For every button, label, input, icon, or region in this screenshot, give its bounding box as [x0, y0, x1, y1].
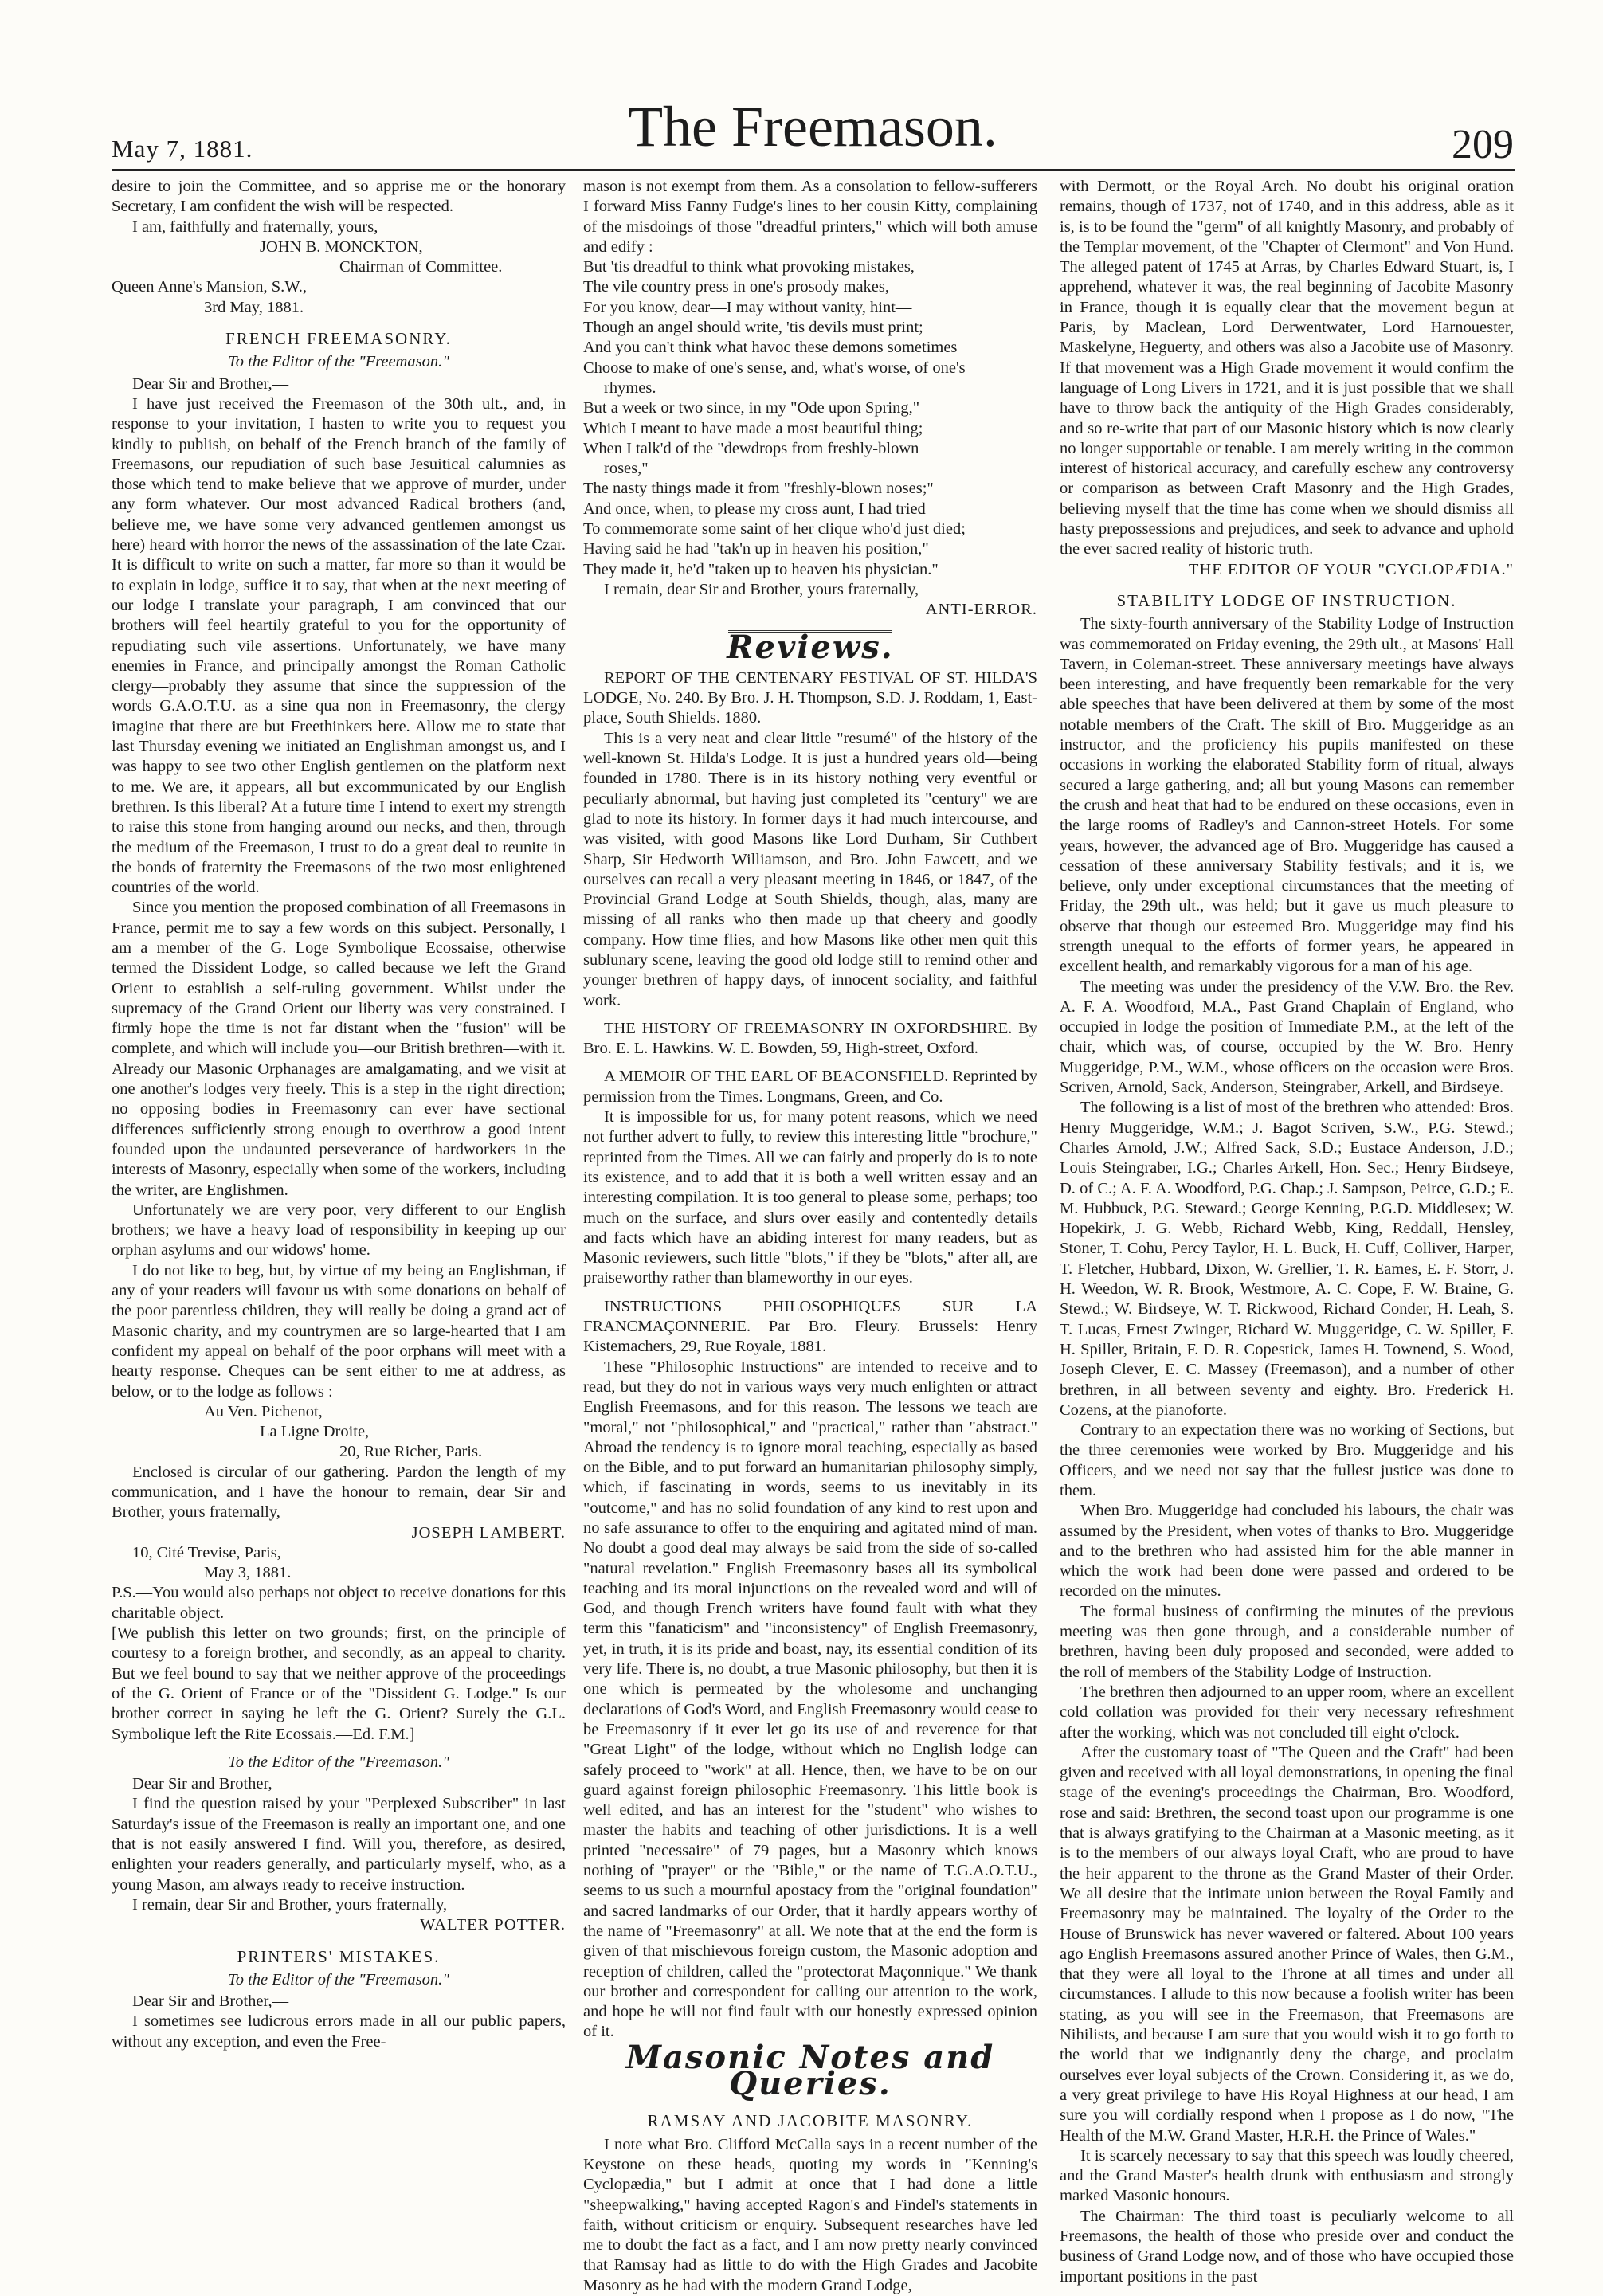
signature: JOSEPH LAMBERT.: [411, 1523, 566, 1542]
paragraph: When Bro. Muggeridge had concluded his labours, the chair was assumed by the President, when votes of thanks to Bro. Muggeridge and to the brethren who had assisted him for the able manner in which the work had been done were passed and ordered to be recorded on the minutes.: [1060, 1502, 1514, 1601]
signature: WALTER POTTER.: [420, 1916, 566, 1934]
editor-line: To the Editor of the "Freemason.": [228, 353, 449, 371]
editor-line: To the Editor of the "Freemason.": [228, 1753, 449, 1771]
verse-line: And you can't think what havoc these demons sometimes: [583, 339, 958, 357]
paragraph: desire to join the Committee, and so apprise me or the honorary Secretary, I am confident the wish will be respected.: [112, 178, 566, 216]
masthead: [112, 94, 1514, 170]
paragraph: The Chairman: The third toast is peculiarly welcome to all Freemasons, the health of those who preside over and conduct the business of Grand Lodge now, and of those who have occupied those important positions in the past—: [1060, 2207, 1514, 2286]
paragraph: The meeting was under the presidency of the V.W. Bro. the Rev. A. F. A. Woodford, M.A., Past Grand Chaplain of England, who occupied in lodge the position of Immediate P.M., at the left of the chair, which was, of course, occupied by the W. Bro. Henry Muggeridge, P.M., W.M., whose officers on the occasion were Bros. Scriven, Arnold, Sack, Anderson, Steingraber, Arkell, and Birdseye.: [1060, 978, 1514, 1097]
verse-line: For you know, dear—I may without vanity, hint—: [583, 298, 912, 316]
review-title: REPORT OF THE CENTENARY FESTIVAL OF ST. HILDA'S LODGE, No. 240. By Bro. J. H. Thompson, S.D. J. Roddam, 1, East-place, South Shields. 1880.: [583, 668, 1037, 727]
paragraph: mason is not exempt from them. As a consolation to fellow-sufferers I forward Miss Fanny Fudge's lines to her cousin Kitty, complaining of the misdoings of those "dreadful printers," which will both amuse and edify :: [583, 178, 1037, 256]
verse-line: Though an angel should write, 'tis devils must print;: [583, 319, 923, 337]
paragraph: I find the question raised by your "Perplexed Subscriber" in last Saturday's issue of the Freemason is really an important one, and one that is not easily answered I find. Will you, therefore, as desired, enlighten your readers generally, and particularly myself, who, as a young Mason, am always ready to receive instruction.: [112, 1795, 566, 1894]
paragraph: It is scarcely necessary to say that this speech was loudly cheered, and the Grand Master's health drunk with enthusiasm and strongly marked Masonic honours.: [1060, 2146, 1514, 2205]
section-heading: STABILITY LODGE OF INSTRUCTION.: [1116, 590, 1457, 610]
page-number: 209: [1452, 122, 1514, 167]
section-heading-blackletter: [583, 2038, 1037, 2103]
address: 10, Cité Trevise, Paris,: [132, 1543, 281, 1561]
newspaper-title: The Freemason.: [628, 95, 997, 159]
verse-line: rhymes.: [604, 378, 656, 397]
verse-line: Which I meant to have made a most beautiful thing;: [583, 419, 923, 437]
verse-line: The vile country press in one's prosody makes,: [583, 278, 890, 296]
verse-line: When I talk'd of the "dewdrops from freshly-blown: [583, 439, 919, 457]
postscript: P.S.—You would also perhaps not object to receive donations for this charitable object.: [112, 1584, 566, 1622]
verse-line: The nasty things made it from "freshly-blown noses;": [583, 480, 934, 498]
date-line: 3rd May, 1881.: [204, 298, 304, 316]
signature: THE EDITOR OF YOUR "CYCLOPÆDIA.": [1188, 560, 1514, 578]
verse-line: And once, when, to please my cross aunt, I had tried: [583, 500, 926, 518]
paragraph: The formal business of confirming the minutes of the previous meeting was then gone through, and a considerable number of brethren, having been duly proposed and seconded, were added to the roll of members of the Stability Lodge of Instruction.: [1060, 1602, 1514, 1681]
verse-line: But 'tis dreadful to think what provoking mistakes,: [583, 258, 915, 276]
column-2: [583, 177, 1037, 2294]
section-heading: PRINTERS' MISTAKES.: [237, 1946, 441, 1966]
date-line: May 3, 1881.: [204, 1564, 292, 1582]
address: Queen Anne's Mansion, S.W.,: [112, 278, 307, 296]
column-1: [112, 177, 566, 2248]
verse-line: Having said he had "tak'n up in heaven his position,": [583, 540, 929, 558]
section-heading: FRENCH FREEMASONRY.: [225, 329, 452, 349]
paragraph: After the customary toast of "The Queen and the Craft" had been given and received with all loyal demonstrations, in opening the final stage of the evening's proceedings the Chairman, Bro. Woodford, rose and said: Brethren, the second toast upon our programme is one that is always gratifying to the Chairman at a Masonic meeting, as it is to the members of our always loyal Craft, who are proud to have the heir apparent to the throne as the Grand Master of their Order. We all desire that the intimate union between the Royal Family and Freemasonry may be maintained. The loyalty of the Order to the House of Brunswick has never wavered or faltered. About 100 years ago English Freemasons assured another Prince of Wales, then G.M., that they were all loyal to the Throne at all times and under all circumstances. I allude to this now because a foolish writer has been stating, as you will see in the Freemason, that Freemasons are Nihilists, and because I am sure that you would wish it to go forth to the world that we indignantly deny the charge, and proclaim ourselves ever loyal subjects of the Crown. Considering it, as we do, a very great privilege to have His Royal Highness at our head, I am sure you will cordially respond when I propose as I do now, "The Health of the M.W. Grand Master, H.R.H. the Prince of Wales.": [1060, 1743, 1514, 2145]
address: La Ligne Droite,: [260, 1423, 370, 1441]
editor-note: [We publish this letter on two grounds; first, on the principle of courtesy to a foreign brother, and secondly, as an appeal to charity. But we feel bound to say that we neither approve of the proceedings of the G. Orient of France or of the "Dissident G. Lodge." Is our brother correct in saying he left the G. Orient? Surely the G.L. Symbolique left the Rite Ecossais.—Ed. F.M.]: [112, 1624, 566, 1743]
paragraph: I do not like to beg, but, by virtue of my being an Englishman, if any of your readers will favour us with some donations on behalf of the poor parentless children, they will really be doing a grand act of Masonic charity, and my countrymen are so large-hearted that I am confident my appeal on behalf of the poor orphans will meet with a hearty response. Cheques can be sent either to me at address, as below, or to the lodge as follows :: [112, 1261, 566, 1401]
review-title: INSTRUCTIONS PHILOSOPHIQUES SUR LA FRANCMAÇONNERIE. Par Bro. Fleury. Brussels: Henry Kistemachers, 29, Rue Royale, 1881.: [583, 1297, 1037, 1356]
paragraph: I have just received the Freemason of the 30th ult., and, in response to your invitation, I hasten to write you to request you kindly to publish, on behalf of the French branch of the family of Freemasons, our repudiation of such base Jesuitical calumnies as those which tend to make believe that we approve of murder, under any form whatever. Our most advanced Radical brothers (and, believe me, we have some very advanced gentlemen amongst us here) heard with horror the news of the assassination of the late Czar. It is difficult to write on such a matter, far more so than it would be to explain in lodge, suffice it to say, that when at the next meeting of our lodge I translate your paragraph, I am convinced that our brothers will feel heartily grateful to you for the opportunity of repudiating such vile assertions. Unfortunately, we have many enemies in France, and principally amongst the Roman Catholic clergy—probably they assume that since the suppression of the words G.A.O.T.U. as a sine qua non in Freemasonry, the clergy imagine that there are but Freethinkers here. Allow me to state that last Thursday evening we initiated an Englishman amongst us, and I was happy to see two other English gentlemen on the platform next to me. We are, it appears, all but excommunicated by our English brethren. Is this liberal? At a future time I intend to exert my strength to raise this stone from hanging around our necks, and then, through the medium of the Freemason, I trust to do a great deal to reunite in the bonds of fraternity the Freemasons of the two most enlightened countries of the world.: [112, 394, 566, 897]
signature-title: Chairman of Committee.: [339, 258, 503, 276]
review-title: THE HISTORY OF FREEMASONRY IN OXFORDSHIRE. By Bro. E. L. Hawkins. W. E. Bowden, 59, High-street, Oxford.: [583, 1019, 1037, 1058]
paragraph: Since you mention the proposed combination of all Freemasons in France, permit me to say a few words on this subject. Personally, I am a member of the G. Loge Symbolique Ecossaise, otherwise termed the Dissident Lodge, so called because we left the Grand Orient to establish a self-ruling government. Whilst under the supremacy of the Grand Orient our liberty was very constrained. I firmly hope the time is not far distant when the "fusion" will be complete, and which will include you—our British brethren—with it. Already our Masonic Orphanages are amalgamating, and we visit at one another's lodges very freely. This is a step in the right direction; no opposing bodies in Freemasonry can ever have sectional differences sufficiently strong enough to overthrow a good intent founded upon the undaunted perseverance of hardworkers in the interests of Masonry, especially when some of the workers, including the writer, are Englishmen.: [112, 899, 566, 1199]
verse-line: They made it, he'd "taken up to heaven his physician.": [583, 560, 939, 578]
paragraph: This is a very neat and clear little "resumé" of the history of the well-known St. Hilda's Lodge. It is just a hundred years old—being founded in 1780. There is in its history nothing very eventful or peculiarly abnormal, but having just completed its "century" we are glad to note its history. In former days it had much intercourse, and was visited, with good Masons like Lord Durham, Sir Cuthbert Sharp, Sir Hedworth Williamson, and Bro. John Fawcett, and we ourselves can recall a very pleasant meeting in 1846, or 1847, of the Provincial Grand Lodge at South Shields, though, alas, many are missing of all ranks who then made up that cheery and goodly company. How time flies, and how Masons like other men quit this sublunary scene, leaving the good old lodge still to remind other and younger brethren of happy days, of innocent sociality, and faithful work.: [583, 729, 1037, 1009]
paragraph: Unfortunately we are very poor, very different to our English brothers; we have a heavy load of responsibility in keeping up our orphan asylums and our widows' home.: [112, 1201, 566, 1260]
paragraph: I note what Bro. Clifford McCalla says in a recent number of the Keystone on these heads, quoting my words in "Kenning's Cyclopædia," but I admit at once that I had done a little "sheepwalking," having accepted Ragon's and Findel's statements in faith, without criticism or enquiry. Subsequent researches have led me to doubt the fact as a fact, and I am now pretty nearly convinced that Ramsay had as little to do with the High Grades and Jacobite Masonry as he had with the modern Grand Lodge,: [583, 2135, 1037, 2294]
salutation: Dear Sir and Brother,—: [132, 1992, 289, 2011]
issue-date: May 7, 1881.: [112, 135, 253, 163]
paragraph: It is impossible for us, for many potent reasons, which we need not further advert to fully, to review this interesting little "brochure," reprinted from the Times. All we can fairly and properly do is to note its existence, and to add that it is both a well written essay and an interesting compilation. It is too general to please some, perhaps; too much on the surface, and slurs over easily and contentedly details and facts which have an abiding interest for many readers, but as Masonic reviewers, such little "blots," if they be "blots," after all, are praiseworthy rather than blameworthy in our eyes.: [583, 1108, 1037, 1287]
signature: ANTI-ERROR.: [925, 601, 1037, 619]
paragraph: I remain, dear Sir and Brother, yours fraternally,: [132, 1895, 448, 1914]
section-heading-blackletter: [583, 628, 1037, 666]
notes-queries-heading: Masonic Notes and Queries.: [625, 2038, 995, 2103]
header-rule: [112, 169, 1515, 171]
paragraph: I remain, dear Sir and Brother, yours fraternally,: [604, 580, 919, 598]
column-3: [1060, 177, 1514, 2286]
verse-line: To commemorate some saint of her clique who'd just died;: [583, 520, 966, 539]
paragraph: Enclosed is circular of our gathering. Pardon the length of my communication, and I have the honour to remain, dear Sir and Brother, yours fraternally,: [112, 1463, 566, 1522]
paragraph: with Dermott, or the Royal Arch. No doubt his original oration remains, though of 1737, not of 1740, and in this address, able as it is, is to be found the "germ" of all knightly Masonry, and probably of the Templar movement, of the "Chapter of Clermont" and Von Hund. The alleged patent of 1745 at Arras, by Charles Edward Stuart, is, I apprehend, whatever it was, the real beginning of Jacobite Masonry in France, though it is equally clear that the movement begun at Paris, by Maclean, Lord Derwentwater, Lord Harnouester, Maskelyne, Heguerty, and others was also a Jacobite use of Masonry. If that movement was a High Grade movement it would confirm the language of Long Livers in 1721, and it is just possible that we shall have to throw back the antiquity of the High Grades considerably, and so re-write that part of our Masonic history which is now clearly no longer supportable or tenable. I am merely writing in the common interest of historical accuracy, and carefully eschew any controversy or comparison as between Craft Masonry and the High Grades, believing myself that the time has come when we should dismiss all hasty prepossessions and prejudices, and seek to advance and uphold the ever sacred reality of historic truth.: [1060, 178, 1514, 558]
review-title: A MEMOIR OF THE EARL OF BEACONSFIELD. Reprinted by permission from the Times. Longmans, Green, and Co.: [583, 1068, 1037, 1106]
editor-line: To the Editor of the "Freemason.": [228, 1970, 449, 1988]
address: 20, Rue Richer, Paris.: [339, 1443, 483, 1461]
paragraph: I am, faithfully and fraternally, yours,: [132, 217, 378, 236]
verse-line: roses,": [604, 460, 649, 478]
paragraph: Contrary to an expectation there was no working of Sections, but the three ceremonies were worked by Bro. Muggeridge and his Officers, and we need not say that the fullest justice was done to them.: [1060, 1421, 1514, 1499]
paragraph: The brethren then adjourned to an upper room, where an excellent cold collation was provided for their very necessary refreshment after the working, which was not concluded till eight o'clock.: [1060, 1683, 1514, 1742]
address: Au Ven. Pichenot,: [204, 1402, 323, 1420]
paragraph: These "Philosophic Instructions" are intended to receive and to read, but they do not in various ways very much enlighten or attract English Freemasons, and for this reason. The lessons we teach are "moral," not "philosophical," and "practical," rather than "abstract." Abroad the tendency is to ignore moral teaching, especially as based on the Bible, and to put forward an humanitarian philosophy simply, which, if fascinating in words, seems to us inevitably in its "outcome," and has no solid foundation of any kind to rest upon and no safe assurance to offer to the enquiring and agitated mind of man. No doubt a good deal may always be said from the side of so-called "natural revelation." English Freemasonry bases all its symbolical teaching and its moral injunctions on the revealed word and will of God, and though French writers have found fault with what they term this "fanaticism" and "inconsistency" of English Freemasonry, yet, in truth, it is its pride and boast, nay, its essential condition of its very life. There is, no doubt, a true Masonic philosophy, but then it is one which is permeated by the wholesome and unchanging declarations of God's Word, and English Freemasonry would cease to be Freemasonry if it ever let go its use of and reverence for that "Great Light" of the lodge, without which no English lodge can safely proceed to "work" at all. Hence, then, we have to be on our guard against foreign philosophic Freemasonry. This little book is well edited, and has an interest for the "student" who wishes to master the habits and teaching of other jurisdictions. It is a well printed "necessaire" of 79 pages, but a Masonry which knows nothing of "prayer" or the "Bible," or the name of T.G.A.O.T.U., seems to us such a mournful apostacy from the "original foundation" and sacred landmarks of our Order, that it hardly appears worthy of the name of "Freemasonry" at all. We note that at the end the form is given of that mischievous foreign custom, the Masonic adoption and reception of children, called the "protectorat Maçonnique." We thank our brother and correspondent for calling our attention to the work, and hope he will not find fault with our honestly expressed opinion of it.: [583, 1358, 1037, 2041]
section-heading: RAMSAY AND JACOBITE MASONRY.: [647, 2111, 974, 2131]
verse-line: But a week or two since, in my "Ode upon Spring,": [583, 399, 920, 417]
verse-line: Choose to make of one's sense, and, what's worse, of one's: [583, 359, 966, 377]
paragraph: I sometimes see ludicrous errors made in all our public papers, without any exception, and even the Free-: [112, 2012, 566, 2051]
signature: JOHN B. MONCKTON,: [260, 237, 423, 256]
salutation: Dear Sir and Brother,—: [132, 374, 289, 393]
paragraph: The sixty-fourth anniversary of the Stability Lodge of Instruction was commemorated on Friday evening, the 29th ult., at Masons' Hall Tavern, in Coleman-street. These anniversary meetings have always been interesting, and have frequently been remarkable for the very able speeches that have been delivered at them by some of the most notable members of the Craft. The skill of Bro. Muggeridge as an instructor, and the proficiency his pupils manifested on these occasions in working the elaborated Stability form of ritual, always secured a large gathering, and; all but young Masons can remember the crush and heat that had to be endured on these occasions, even in the large rooms of Radley's and Cannon-street Hotels. For some years, however, the advanced age of Bro. Muggeridge has caused a cessation of these anniversary Stability festivals; and it is, we believe, only under exceptional circumstances that the meeting of Friday, the 29th ult., was held; but it gave us much pleasure to observe that though our esteemed Bro. Muggeridge may find his strength unequal to the efforts of former years, he appeared in excellent health, and remarkably vigorous for a man of his age.: [1060, 615, 1514, 976]
reviews-heading: Reviews.: [727, 628, 894, 666]
paragraph: The following is a list of most of the brethren who attended: Bros. Henry Muggeridge, W.M.; J. Bagot Scriven, S.W., P.G. Stewd.; Charles Arnold, J.W.; Alfred Sack, S.D.; Eustace Anderson, J.D.; Louis Steingraber, I.G.; Charles Arkell, Hon. Sec.; Henry Birdseye, D. of C.; A. F. A. Woodford, P.G. Chap.; J. Sampson, Peirce, G.D.; E. M. Hubbuck, P.G. Steward.; George Kenning, P.G.D. Middlesex; W. Hopekirk, J. G. Webb, Richard Webb, King, Reddall, Hensley, Stoner, T. Cohu, Percy Taylor, H. L. Buck, H. Cuff, Colliver, Harper, T. Fletcher, Hubbard, Dixon, W. Grellier, T. R. Eames, E. F. Storr, J. H. Weedon, W. R. Brook, Westmore, A. C. Cope, F. W. Braine, G. Stewd.; W. Birdseye, W. T. Rickwood, Richard Conder, H. Leah, S. T. Lucas, Ernest Zwinger, Richard W. Muggeridge, C. W. Spiller, F. H. Spiller, Britain, F. D. R. Copestick, James H. Townend, S. Wood, Joseph Clever, E. C. Massey (Freemason), and a number of other brethren, in all between seventy and eighty. Bro. Frederick H. Cozens, at the pianoforte.: [1060, 1099, 1514, 1419]
salutation: Dear Sir and Brother,—: [132, 1775, 289, 1793]
